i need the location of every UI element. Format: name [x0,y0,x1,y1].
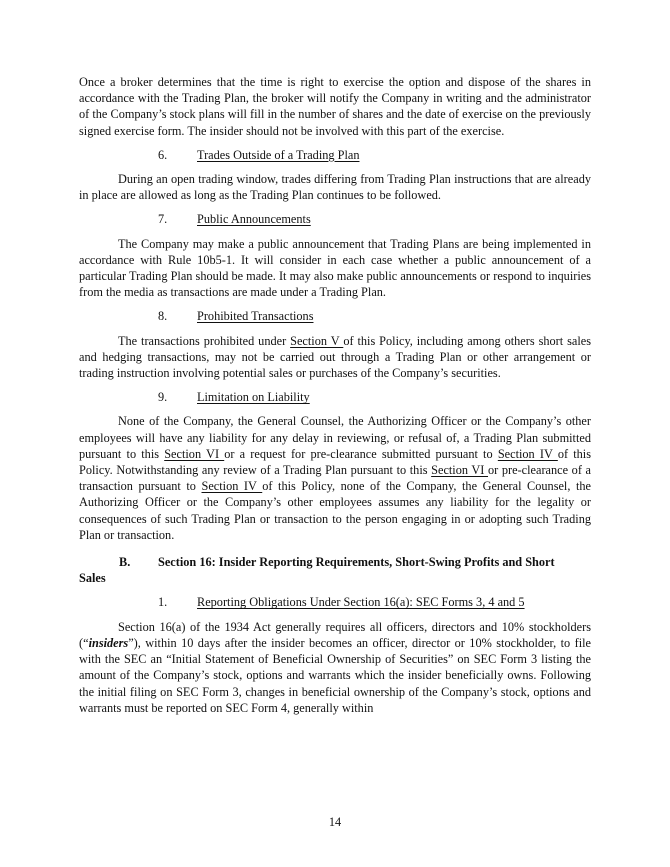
paragraph-6: During an open trading window, trades differing from Trading Plan instructions that are already in place are allowed as long as the Trading Plan continues to be followed. [79,172,591,203]
defined-term: insiders [88,635,129,650]
heading-9-number: 9. [158,390,168,405]
text-run: or pre-clearance of a transaction pursuant to [79,463,591,494]
heading-1-number: 1. [158,595,168,610]
section-reference: Section V [290,333,344,348]
text-run: Section 16(a) of the 1934 Act generally requires all officers, directors and 10% stockholders (“ [79,619,591,650]
section-b-heading [79,554,591,570]
section-b-title: Section 16: Insider Reporting Requirements, Short-Swing Profits and Short [158,555,555,570]
heading-1 [158,594,591,610]
text-run: of this Policy. Notwithstanding any review of a Trading Plan pursuant to this [79,446,591,478]
document-page [79,74,591,716]
heading-8-number: 8. [158,309,168,324]
heading-8-title: Prohibited Transactions [197,309,314,324]
page-number: 14 [328,815,342,829]
heading-7-title: Public Announcements [197,212,311,227]
heading-6 [158,147,591,163]
section-b-title-continued: Sales [79,571,106,586]
paragraph-9 [79,413,591,543]
heading-1-title: Reporting Obligations Under Section 16(a): SEC Forms 3, 4 and 5 [197,595,525,610]
text-run: of this Policy, including among others short sales and hedging transactions, may not be carried out through a Trading Plan or other arrangement or trading instruction involving potential sales or purchases of the Company’s securities. [79,333,591,381]
text-run: or a request for pre-clearance submitted pursuant to [224,446,498,461]
heading-7-number: 7. [158,212,168,227]
heading-8 [158,308,591,324]
heading-9-title: Limitation on Liability [197,390,310,405]
section-b-letter: B. [119,555,131,570]
paragraph-intro: Once a broker determines that the time is right to exercise the option and dispose of the shares in accordance with the Trading Plan, the broker will notify the Company in writing and the administrator of the Company’s stock plans will fill in the number of shares and the date of exercise on the previously signed exercise form. The insider should not be involved with this part of the exercise. [79,75,591,138]
text-run: None of the Company, the General Counsel, the Authorizing Officer or the Company’s other employees will have any liability for any delay in reviewing, or refusal of, a Trading Plan submitted pursuant to this [79,414,591,461]
heading-7 [158,211,591,227]
heading-9 [158,389,591,405]
section-reference: Section IV [201,479,263,494]
heading-6-title: Trades Outside of a Trading Plan [197,147,360,162]
paragraph-section-16a [79,619,591,716]
text-run: of this Policy, none of the Company, the General Counsel, the Authorizing Officer or the Company’s other employees assumes any liability for the legality or consequences of such Trading Plan or transaction to the person engaging in or adopting such Trading Plan or transaction. [79,479,591,542]
paragraph-7: The Company may make a public announcement that Trading Plans are being implemented in accordance with Rule 10b5-1. It will consider in each case whether a public announcement of a particular Trading Plan should be made. It may also make public announcements or respond to inquiries from the media as transactions are made under a Trading Plan. [79,236,591,300]
text-run: The transactions prohibited under [118,333,291,348]
section-reference: Section IV [497,446,558,461]
text-run: ”), within 10 days after the insider becomes an officer, director or 10% stockholder, to file with the SEC an “Initial Statement of Beneficial Ownership of Securities” on SEC Form 3 listing the amount of the Company’s stock, options and warrants which the insider beneficially owns. Following the initial filing on SEC Form 3, changes in beneficial ownership of the Company’s stock, options and warrants must be reported on SEC Form 4, generally within [79,635,591,715]
section-reference: Section VI [431,463,489,478]
paragraph-8 [79,333,591,382]
heading-6-number: 6. [158,147,168,162]
section-reference: Section VI [164,446,225,461]
